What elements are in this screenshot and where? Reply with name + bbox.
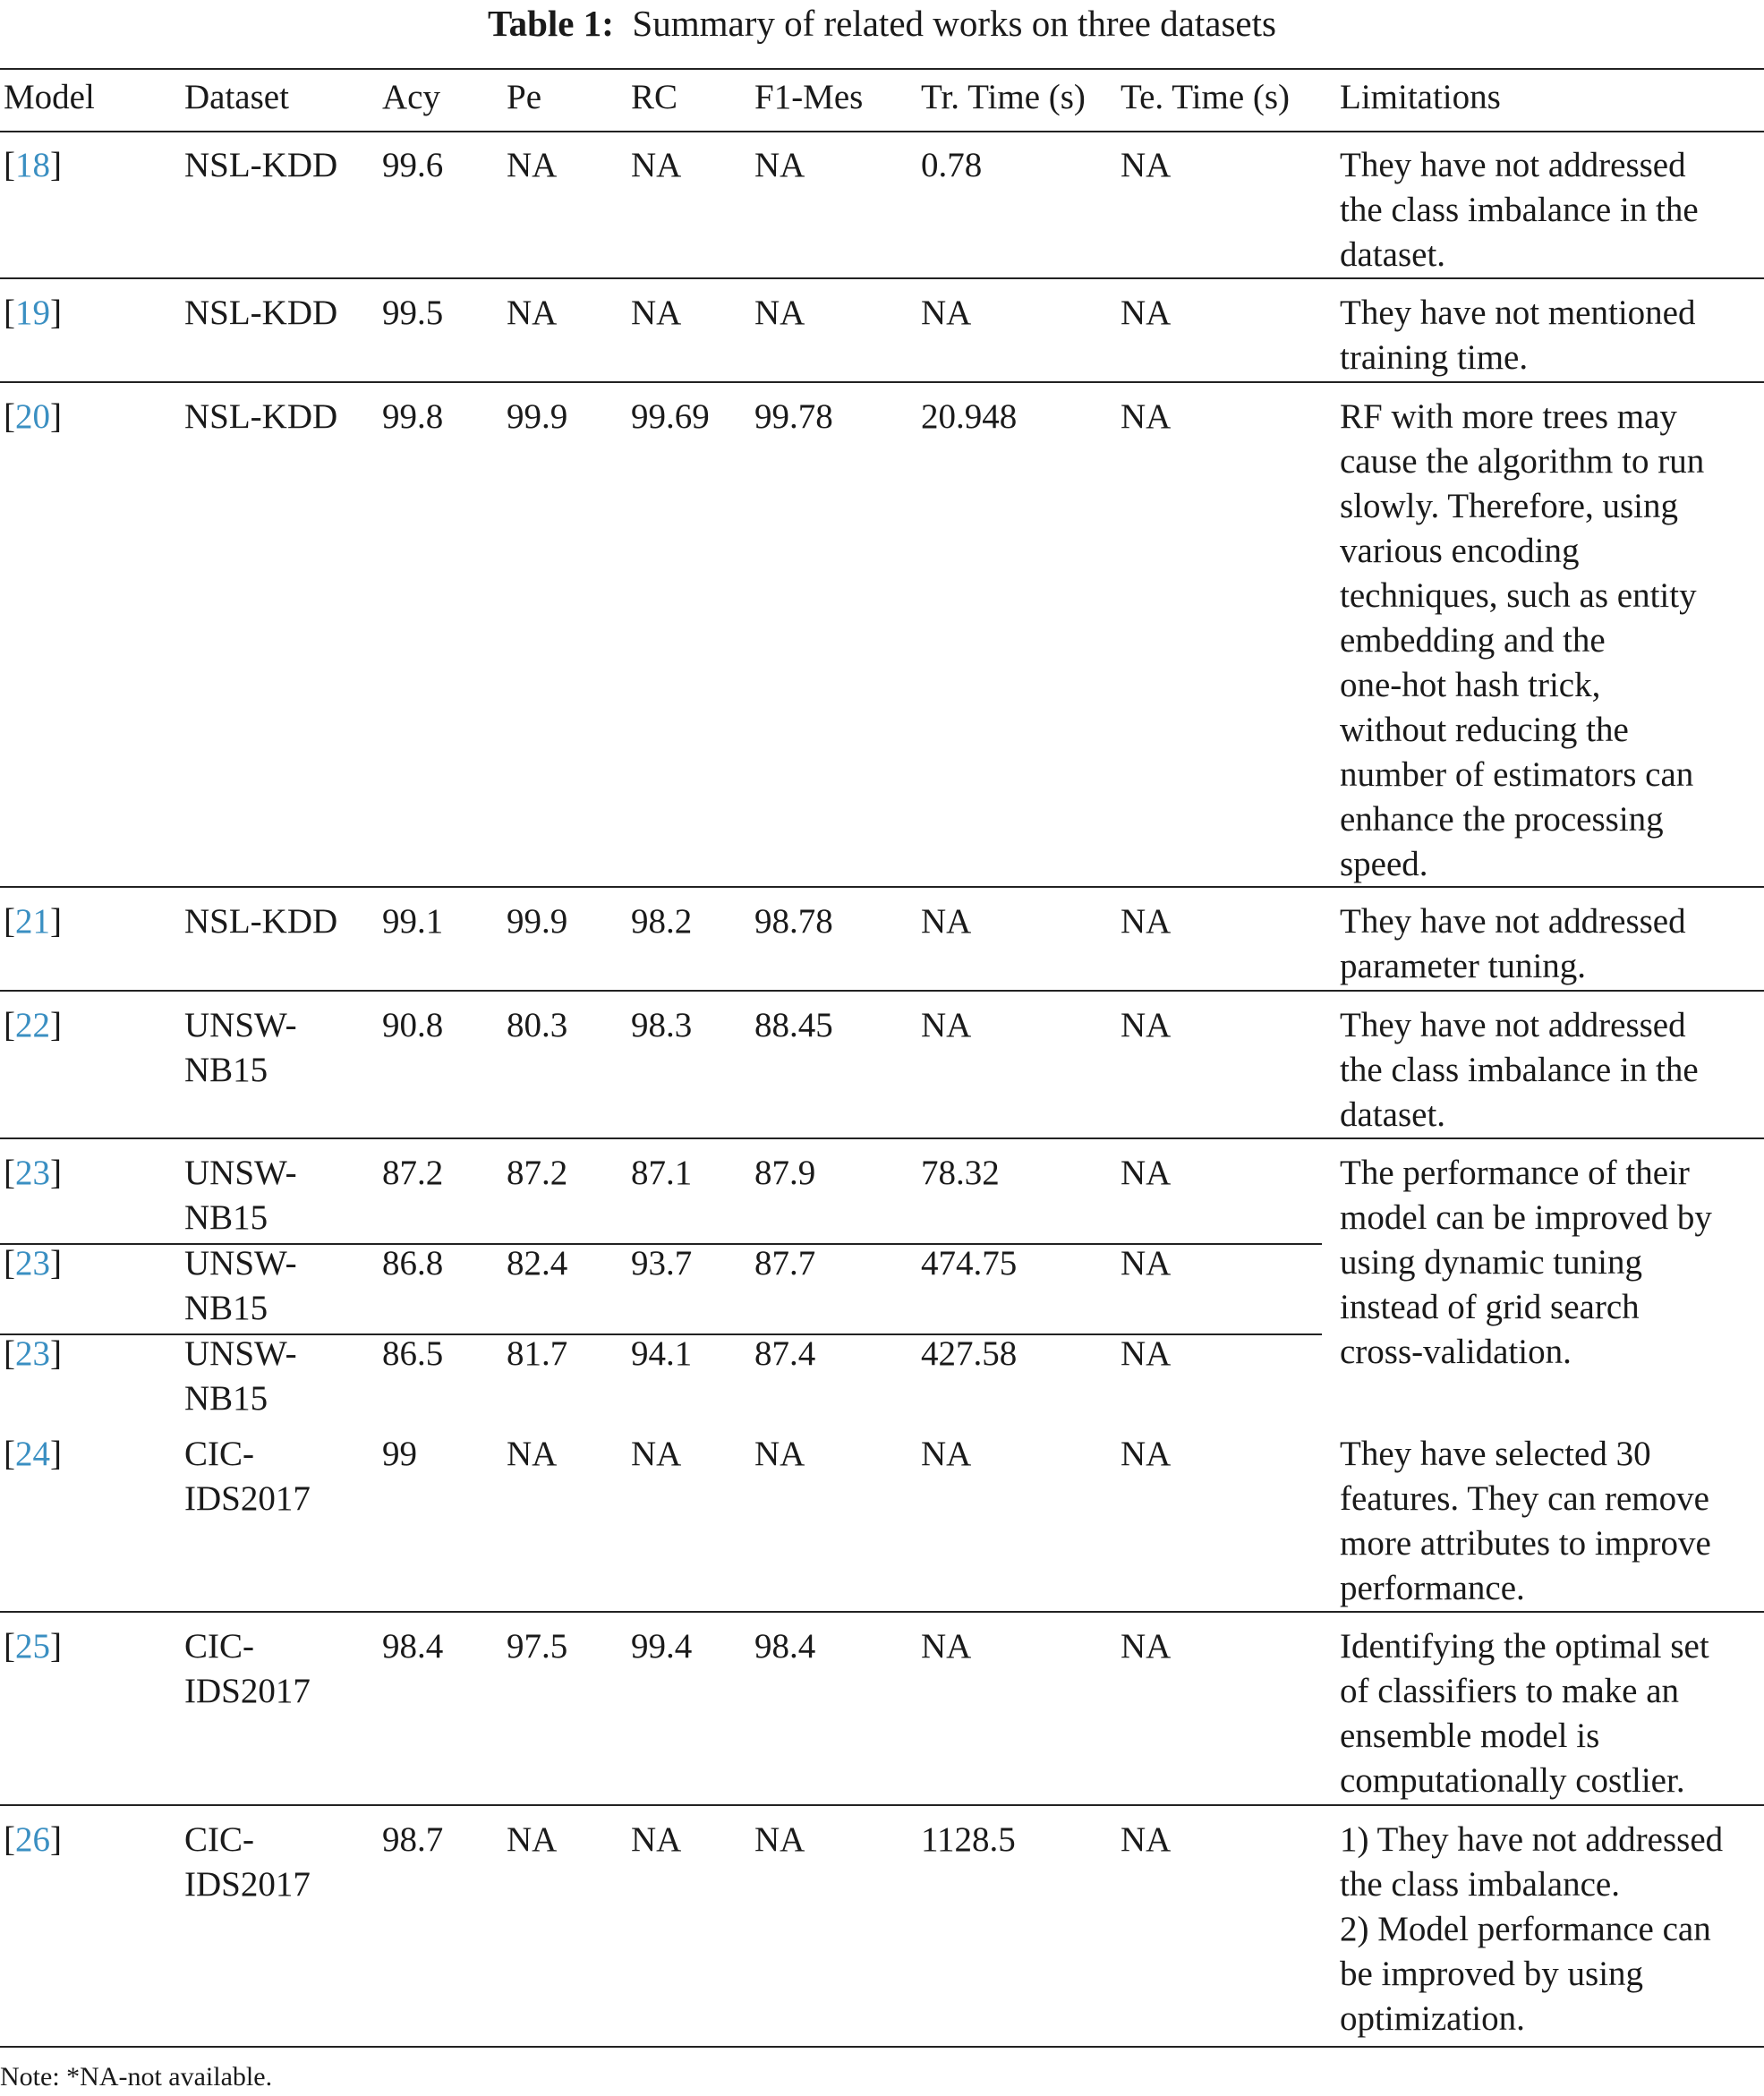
model-ref — [4, 1151, 62, 1196]
header-rule — [0, 131, 1764, 132]
model-ref — [4, 1003, 62, 1048]
tr-time-cell: 1128.5 — [921, 1820, 1016, 1859]
dataset-cell: NSL-KDD — [184, 397, 338, 436]
tr-time-cell: 20.948 — [921, 397, 1018, 436]
bracket-open: [ — [4, 1244, 15, 1282]
tr-time-cell: 474.75 — [921, 1244, 1018, 1282]
bracket-close: ] — [50, 1006, 62, 1044]
bracket-open: [ — [4, 294, 15, 332]
header-limitations: Limitations — [1340, 78, 1501, 116]
row-rule — [0, 381, 1764, 383]
acy-cell: 99.1 — [382, 902, 444, 941]
limitations-line: They have not addressed — [1340, 1006, 1686, 1044]
tr-time-cell: 78.32 — [921, 1154, 1000, 1192]
limitations-line: ensemble model is — [1340, 1717, 1600, 1755]
dataset-cell: UNSW- — [184, 1006, 297, 1044]
model-ref — [4, 1818, 62, 1862]
pe-cell: 99.9 — [507, 397, 568, 436]
citation-link[interactable]: 23 — [15, 1154, 50, 1192]
te-time-cell: NA — [1121, 902, 1172, 941]
pe-cell: 97.5 — [507, 1627, 568, 1666]
f1-cell: NA — [754, 146, 805, 184]
bracket-close: ] — [50, 1154, 62, 1192]
f1-cell: 87.9 — [754, 1154, 816, 1192]
caption-label: Table 1: — [488, 3, 614, 44]
tr-time-cell: NA — [921, 1627, 972, 1666]
limitations-line: dataset. — [1340, 1095, 1446, 1134]
citation-link[interactable]: 21 — [15, 902, 50, 941]
table-caption — [0, 0, 1764, 54]
header-rc: RC — [631, 78, 678, 116]
rc-cell: 99.69 — [631, 397, 710, 436]
limitations-line: The performance of their — [1340, 1154, 1690, 1192]
limitations-line: enhance the processing — [1340, 800, 1664, 839]
dataset-cell: IDS2017 — [184, 1865, 311, 1904]
limitations-line: 1) They have not addressed — [1340, 1820, 1724, 1859]
te-time-cell: NA — [1121, 1154, 1172, 1192]
bracket-open: [ — [4, 1435, 15, 1473]
limitations-line: various encoding — [1340, 532, 1580, 570]
rc-cell: 98.3 — [631, 1006, 693, 1044]
f1-cell: 87.7 — [754, 1244, 816, 1282]
bracket-open: [ — [4, 397, 15, 436]
bracket-close: ] — [50, 397, 62, 436]
acy-cell: 86.5 — [382, 1334, 444, 1373]
pe-cell: NA — [507, 1435, 558, 1473]
citation-link[interactable]: 24 — [15, 1435, 50, 1473]
citation-link[interactable]: 18 — [15, 146, 50, 184]
model-ref — [4, 1624, 62, 1669]
limitations-line: dataset. — [1340, 235, 1446, 274]
bracket-close: ] — [50, 902, 62, 941]
limitations-line: optimization. — [1340, 1999, 1525, 2038]
limitations-line: the class imbalance in the — [1340, 191, 1699, 229]
limitations-line: Identifying the optimal set — [1340, 1627, 1709, 1666]
table-note: Note: *NA-not available. — [0, 2062, 273, 2092]
acy-cell: 87.2 — [382, 1154, 444, 1192]
te-time-cell: NA — [1121, 397, 1172, 436]
pe-cell: NA — [507, 146, 558, 184]
dataset-cell: CIC- — [184, 1820, 254, 1859]
row-rule — [0, 990, 1764, 992]
tr-time-cell: NA — [921, 294, 972, 332]
citation-link[interactable]: 23 — [15, 1334, 50, 1373]
limitations-line: be improved by using — [1340, 1955, 1644, 1993]
limitations-line: speed. — [1340, 845, 1428, 883]
acy-cell: 99.5 — [382, 294, 444, 332]
pe-cell: 87.2 — [507, 1154, 568, 1192]
dataset-cell: CIC- — [184, 1435, 254, 1473]
dataset-cell: NB15 — [184, 1051, 268, 1089]
te-time-cell: NA — [1121, 294, 1172, 332]
f1-cell: NA — [754, 1820, 805, 1859]
dataset-cell: NB15 — [184, 1379, 268, 1418]
header-f1: F1-Mes — [754, 78, 864, 116]
bracket-open: [ — [4, 1627, 15, 1666]
limitations-line: They have not addressed — [1340, 146, 1686, 184]
rc-cell: NA — [631, 1435, 682, 1473]
acy-cell: 90.8 — [382, 1006, 444, 1044]
bracket-open: [ — [4, 1334, 15, 1373]
model-ref — [4, 143, 62, 188]
limitations-line: instead of grid search — [1340, 1288, 1640, 1326]
limitations-line: training time. — [1340, 338, 1529, 377]
header-dataset: Dataset — [184, 78, 289, 116]
limitations-line: They have not addressed — [1340, 902, 1686, 941]
bracket-close: ] — [50, 146, 62, 184]
header-tr: Tr. Time (s) — [921, 78, 1086, 116]
acy-cell: 99 — [382, 1435, 417, 1473]
model-ref — [4, 899, 62, 944]
rc-cell: NA — [631, 1820, 682, 1859]
bracket-close: ] — [50, 1244, 62, 1282]
te-time-cell: NA — [1121, 1006, 1172, 1044]
acy-cell: 98.7 — [382, 1820, 444, 1859]
te-time-cell: NA — [1121, 146, 1172, 184]
limitations-line: model can be improved by — [1340, 1198, 1712, 1237]
sub-row-rule — [0, 1333, 1322, 1335]
rc-cell: 93.7 — [631, 1244, 693, 1282]
model-ref — [4, 291, 62, 336]
model-ref — [4, 1241, 62, 1286]
limitations-line: of classifiers to make an — [1340, 1672, 1680, 1710]
pe-cell: NA — [507, 294, 558, 332]
limitations-line: computationally costlier. — [1340, 1761, 1685, 1800]
row-rule — [0, 1611, 1764, 1613]
acy-cell: 99.6 — [382, 146, 444, 184]
acy-cell: 86.8 — [382, 1244, 444, 1282]
rc-cell: 99.4 — [631, 1627, 693, 1666]
dataset-cell: NSL-KDD — [184, 902, 338, 941]
limitations-line: using dynamic tuning — [1340, 1243, 1642, 1282]
f1-cell: 99.78 — [754, 397, 833, 436]
bracket-close: ] — [50, 294, 62, 332]
bracket-open: [ — [4, 1006, 15, 1044]
dataset-cell: UNSW- — [184, 1334, 297, 1373]
tr-time-cell: 0.78 — [921, 146, 983, 184]
pe-cell: 82.4 — [507, 1244, 568, 1282]
rc-cell: 87.1 — [631, 1154, 693, 1192]
dataset-cell: IDS2017 — [184, 1672, 311, 1710]
dataset-cell: IDS2017 — [184, 1479, 311, 1518]
limitations-line: more attributes to improve — [1340, 1524, 1711, 1563]
limitations-line: without reducing the — [1340, 711, 1629, 749]
bracket-close: ] — [50, 1334, 62, 1373]
limitations-line: parameter tuning. — [1340, 947, 1587, 985]
acy-cell: 99.8 — [382, 397, 444, 436]
row-rule — [0, 1804, 1764, 1806]
dataset-cell: NB15 — [184, 1289, 268, 1327]
te-time-cell: NA — [1121, 1334, 1172, 1373]
citation-link[interactable]: 25 — [15, 1627, 50, 1666]
sub-row-rule — [0, 1243, 1322, 1245]
pe-cell: 99.9 — [507, 902, 568, 941]
bracket-open: [ — [4, 1154, 15, 1192]
model-ref — [4, 1432, 62, 1477]
rc-cell: NA — [631, 146, 682, 184]
row-rule — [0, 277, 1764, 279]
row-rule — [0, 2046, 1764, 2048]
f1-cell: 88.45 — [754, 1006, 833, 1044]
dataset-cell: NSL-KDD — [184, 146, 338, 184]
te-time-cell: NA — [1121, 1244, 1172, 1282]
limitations-line: RF with more trees may — [1340, 397, 1677, 436]
model-ref — [4, 395, 62, 439]
citation-link[interactable]: 19 — [15, 294, 50, 332]
dataset-cell: UNSW- — [184, 1244, 297, 1282]
limitations-line: features. They can remove — [1340, 1479, 1709, 1518]
te-time-cell: NA — [1121, 1820, 1172, 1859]
caption-text: Summary of related works on three datasets — [632, 3, 1276, 44]
citation-link[interactable]: 20 — [15, 397, 50, 436]
limitations-line: cause the algorithm to run — [1340, 442, 1705, 481]
bracket-open: [ — [4, 1820, 15, 1859]
table-top-rule — [0, 68, 1764, 70]
dataset-cell: UNSW- — [184, 1154, 297, 1192]
dataset-cell: NB15 — [184, 1198, 268, 1237]
citation-link[interactable]: 22 — [15, 1006, 50, 1044]
limitations-line: slowly. Therefore, using — [1340, 487, 1679, 525]
header-model: Model — [4, 78, 95, 116]
tr-time-cell: NA — [921, 902, 972, 941]
limitations-line: cross-validation. — [1340, 1333, 1572, 1371]
row-rule — [0, 1137, 1764, 1139]
pe-cell: 81.7 — [507, 1334, 568, 1373]
tr-time-cell: NA — [921, 1006, 972, 1044]
bracket-close: ] — [50, 1435, 62, 1473]
f1-cell: 98.4 — [754, 1627, 816, 1666]
limitations-line: the class imbalance in the — [1340, 1051, 1699, 1089]
limitations-line: They have not mentioned — [1340, 294, 1696, 332]
header-te: Te. Time (s) — [1121, 78, 1291, 116]
limitations-line: 2) Model performance can — [1340, 1910, 1711, 1948]
citation-link[interactable]: 26 — [15, 1820, 50, 1859]
limitations-line: embedding and the — [1340, 621, 1606, 660]
te-time-cell: NA — [1121, 1627, 1172, 1666]
te-time-cell: NA — [1121, 1435, 1172, 1473]
tr-time-cell: NA — [921, 1435, 972, 1473]
rc-cell: 94.1 — [631, 1334, 693, 1373]
pe-cell: 80.3 — [507, 1006, 568, 1044]
bracket-close: ] — [50, 1627, 62, 1666]
limitations-line: one-hot hash trick, — [1340, 666, 1601, 704]
acy-cell: 98.4 — [382, 1627, 444, 1666]
model-ref — [4, 1332, 62, 1376]
citation-link[interactable]: 23 — [15, 1244, 50, 1282]
limitations-line: number of estimators can — [1340, 755, 1694, 794]
rc-cell: 98.2 — [631, 902, 693, 941]
limitations-line: performance. — [1340, 1569, 1525, 1607]
limitations-line: They have selected 30 — [1340, 1435, 1651, 1473]
dataset-cell: NSL-KDD — [184, 294, 338, 332]
f1-cell: 98.78 — [754, 902, 833, 941]
f1-cell: 87.4 — [754, 1334, 816, 1373]
bracket-open: [ — [4, 146, 15, 184]
limitations-line: techniques, such as entity — [1340, 576, 1697, 615]
tr-time-cell: 427.58 — [921, 1334, 1018, 1373]
row-rule — [0, 886, 1764, 888]
f1-cell: NA — [754, 294, 805, 332]
pe-cell: NA — [507, 1820, 558, 1859]
bracket-close: ] — [50, 1820, 62, 1859]
header-pe: Pe — [507, 78, 541, 116]
bracket-open: [ — [4, 902, 15, 941]
f1-cell: NA — [754, 1435, 805, 1473]
header-acy: Acy — [382, 78, 440, 116]
rc-cell: NA — [631, 294, 682, 332]
limitations-line: the class imbalance. — [1340, 1865, 1620, 1904]
dataset-cell: CIC- — [184, 1627, 254, 1666]
